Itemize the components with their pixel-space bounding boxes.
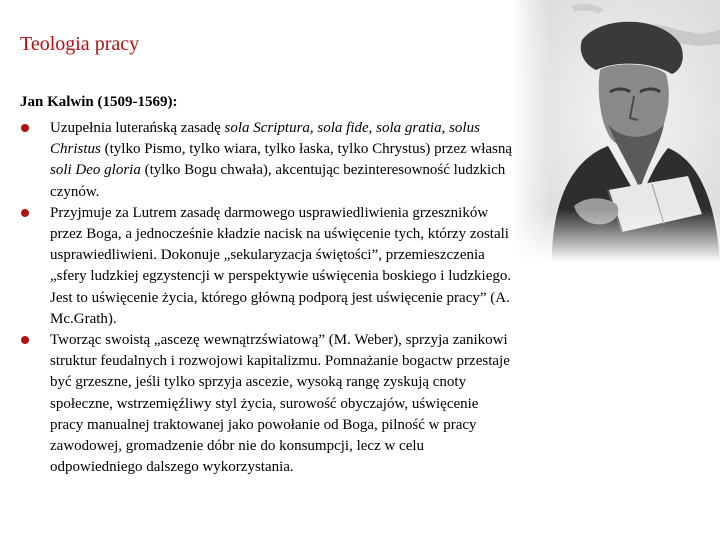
bullet-text: Przyjmuje za Lutrem zasadę darmowego usprawiedliwienia grzeszników przez Boga, a jednocześnie kładzie nacisk na uświęcenie tych, którzy zostali usprawiedliwieni. Dokonuje „sekularyzacja świętości”, przemieszczenia „sfery ludzkiej egzystencji w perspektywie uświęcenia boskiego i ludzkiego. Jest to uświęcenie życia, którego główną podporą jest uświęcenie pracy” (A. Mc.Grath).	[50, 204, 512, 327]
bullet-item	[20, 118, 515, 203]
calvin-portrait-image	[512, 0, 720, 262]
bullet-text: Uzupełnia luterańską zasadę sola Scriptura, sola fide, sola gratia, solus Christus (tylko Pismo, tylko wiara, tylko łaska, tylko Chrystus) przez własną soli Deo gloria (tylko Bogu chwała), akcentując bezinteresowność ludzkich czynów.	[50, 120, 513, 200]
author-heading: Jan Kalwin (1509-1569):	[20, 94, 178, 110]
slide-title: Teologia pracy	[20, 33, 140, 55]
bullet-item	[20, 330, 515, 478]
bullet-text: Tworząc swoistą „ascezę wewnątrzświatową” (M. Weber), sprzyja zanikowi struktur feudalnych i rozwojowi kapitalizmu. Pomnażanie bogactw przestaje być grzeszne, jeśli tylko sprzyja ascezie, wysoką rangę zyskują cnoty społeczne, wstrzemięźliwy styl życia, surowość obyczajów, uświęcenie pracy manualnej traktowanej jako powołanie od Boga, pilność w pracy zawodowej, gromadzenie dóbr nie do konsumpcji, lecz w celu odpowiedniego dalszego wykorzystania.	[50, 332, 510, 476]
bullet-dot-icon	[21, 124, 29, 132]
bullet-dot-icon	[21, 336, 29, 344]
bullet-item	[20, 203, 515, 330]
bullet-dot-icon	[21, 209, 29, 217]
bullet-list	[20, 118, 515, 478]
